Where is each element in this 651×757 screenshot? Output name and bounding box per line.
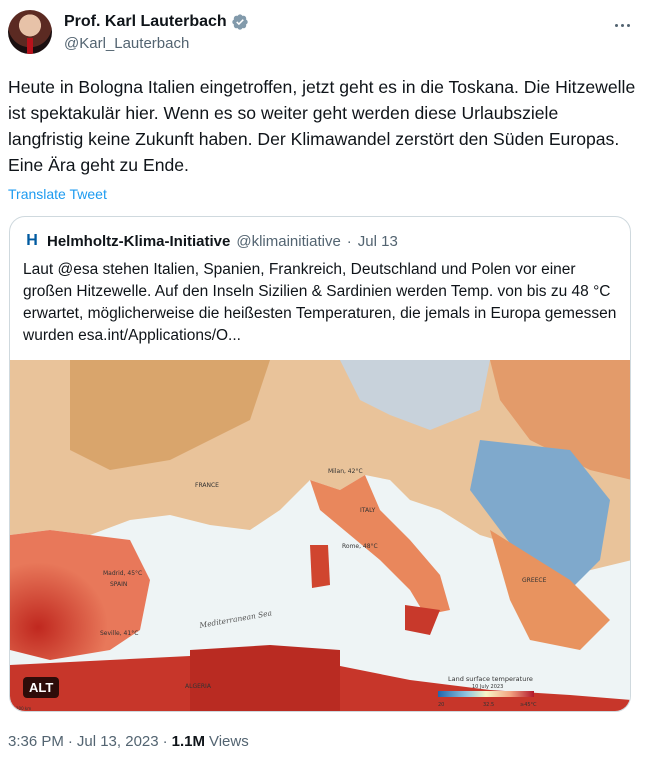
- more-options-icon[interactable]: [609, 16, 635, 34]
- tweet-header: [8, 10, 643, 58]
- verified-badge-icon: [231, 13, 249, 31]
- legend-date: 10 July 2023: [472, 684, 504, 690]
- map-label-greece: GREECE: [522, 577, 547, 584]
- legend-tick-max: ≥45°C: [520, 702, 537, 708]
- tweet-time[interactable]: 3:36 PM: [8, 733, 64, 750]
- translate-tweet-link[interactable]: Translate Tweet: [8, 186, 107, 202]
- heatwave-map-image[interactable]: [10, 360, 631, 712]
- quoted-tweet-header: [23, 232, 398, 250]
- legend-tick-min: 20: [438, 702, 445, 708]
- legend-tick-mid: 32.5: [483, 702, 495, 708]
- map-label-rome: Rome, 48°C: [342, 543, 378, 550]
- author-handle[interactable]: @Karl_Lauterbach: [64, 35, 190, 52]
- tweet-text: Heute in Bologna Italien eingetroffen, jetzt geht es in die Toskana. Die Hitzewelle ist spektakulär hier. Wenn es so weiter geht werden diese Urlaubsziele langfristig keine Zukunft haben. Der Klimawandel zerstört den Süden Europas. Eine Ära geht zu Ende.: [8, 77, 636, 175]
- alt-text-button[interactable]: ALT: [23, 677, 59, 698]
- quoted-author-name: Helmholtz-Klima-Initiative: [47, 232, 231, 250]
- map-label-milan: Milan, 42°C: [328, 468, 363, 475]
- quoted-tweet-text: Laut @esa stehen Italien, Spanien, Frankreich, Deutschland und Polen vor einer großen Hitzewelle. Auf den Inseln Sizilien & Sardinien werden Temp. von bis zu 48 °C erwartet, möglicherweise die heißesten Temperaturen, die jemals in Europa gemessen wurden esa.int/Applications/O...: [23, 261, 617, 344]
- map-label-algeria: ALGERIA: [185, 683, 211, 690]
- map-label-sea: Mediterranean Sea: [198, 608, 273, 630]
- author-name-row: [64, 13, 249, 31]
- meta-separator: ·: [67, 733, 73, 750]
- legend-title: Land surface temperature: [448, 675, 533, 683]
- map-label-spain: SPAIN: [110, 581, 128, 588]
- map-label-italy: ITALY: [360, 507, 376, 514]
- quoted-author-handle: @klimainitiative: [236, 232, 341, 250]
- quoted-date: Jul 13: [357, 232, 398, 250]
- views-count[interactable]: 1.1M: [171, 733, 205, 750]
- quoted-separator: ·: [346, 232, 352, 250]
- author-name[interactable]: Prof. Karl Lauterbach: [64, 13, 227, 30]
- views-label: Views: [208, 733, 249, 750]
- meta-separator: ·: [162, 733, 168, 750]
- tweet-date[interactable]: Jul 13, 2023: [76, 733, 159, 750]
- map-label-scale: 100 km: [16, 706, 32, 711]
- map-label-madrid: Madrid, 45°C: [103, 570, 143, 577]
- tweet-meta: [8, 733, 249, 750]
- map-label-seville: Seville, 41°C: [100, 630, 139, 637]
- helmholtz-logo-icon: H: [23, 232, 41, 250]
- author-avatar[interactable]: [8, 10, 52, 54]
- map-label-france: FRANCE: [195, 482, 219, 489]
- quoted-tweet[interactable]: [9, 216, 631, 712]
